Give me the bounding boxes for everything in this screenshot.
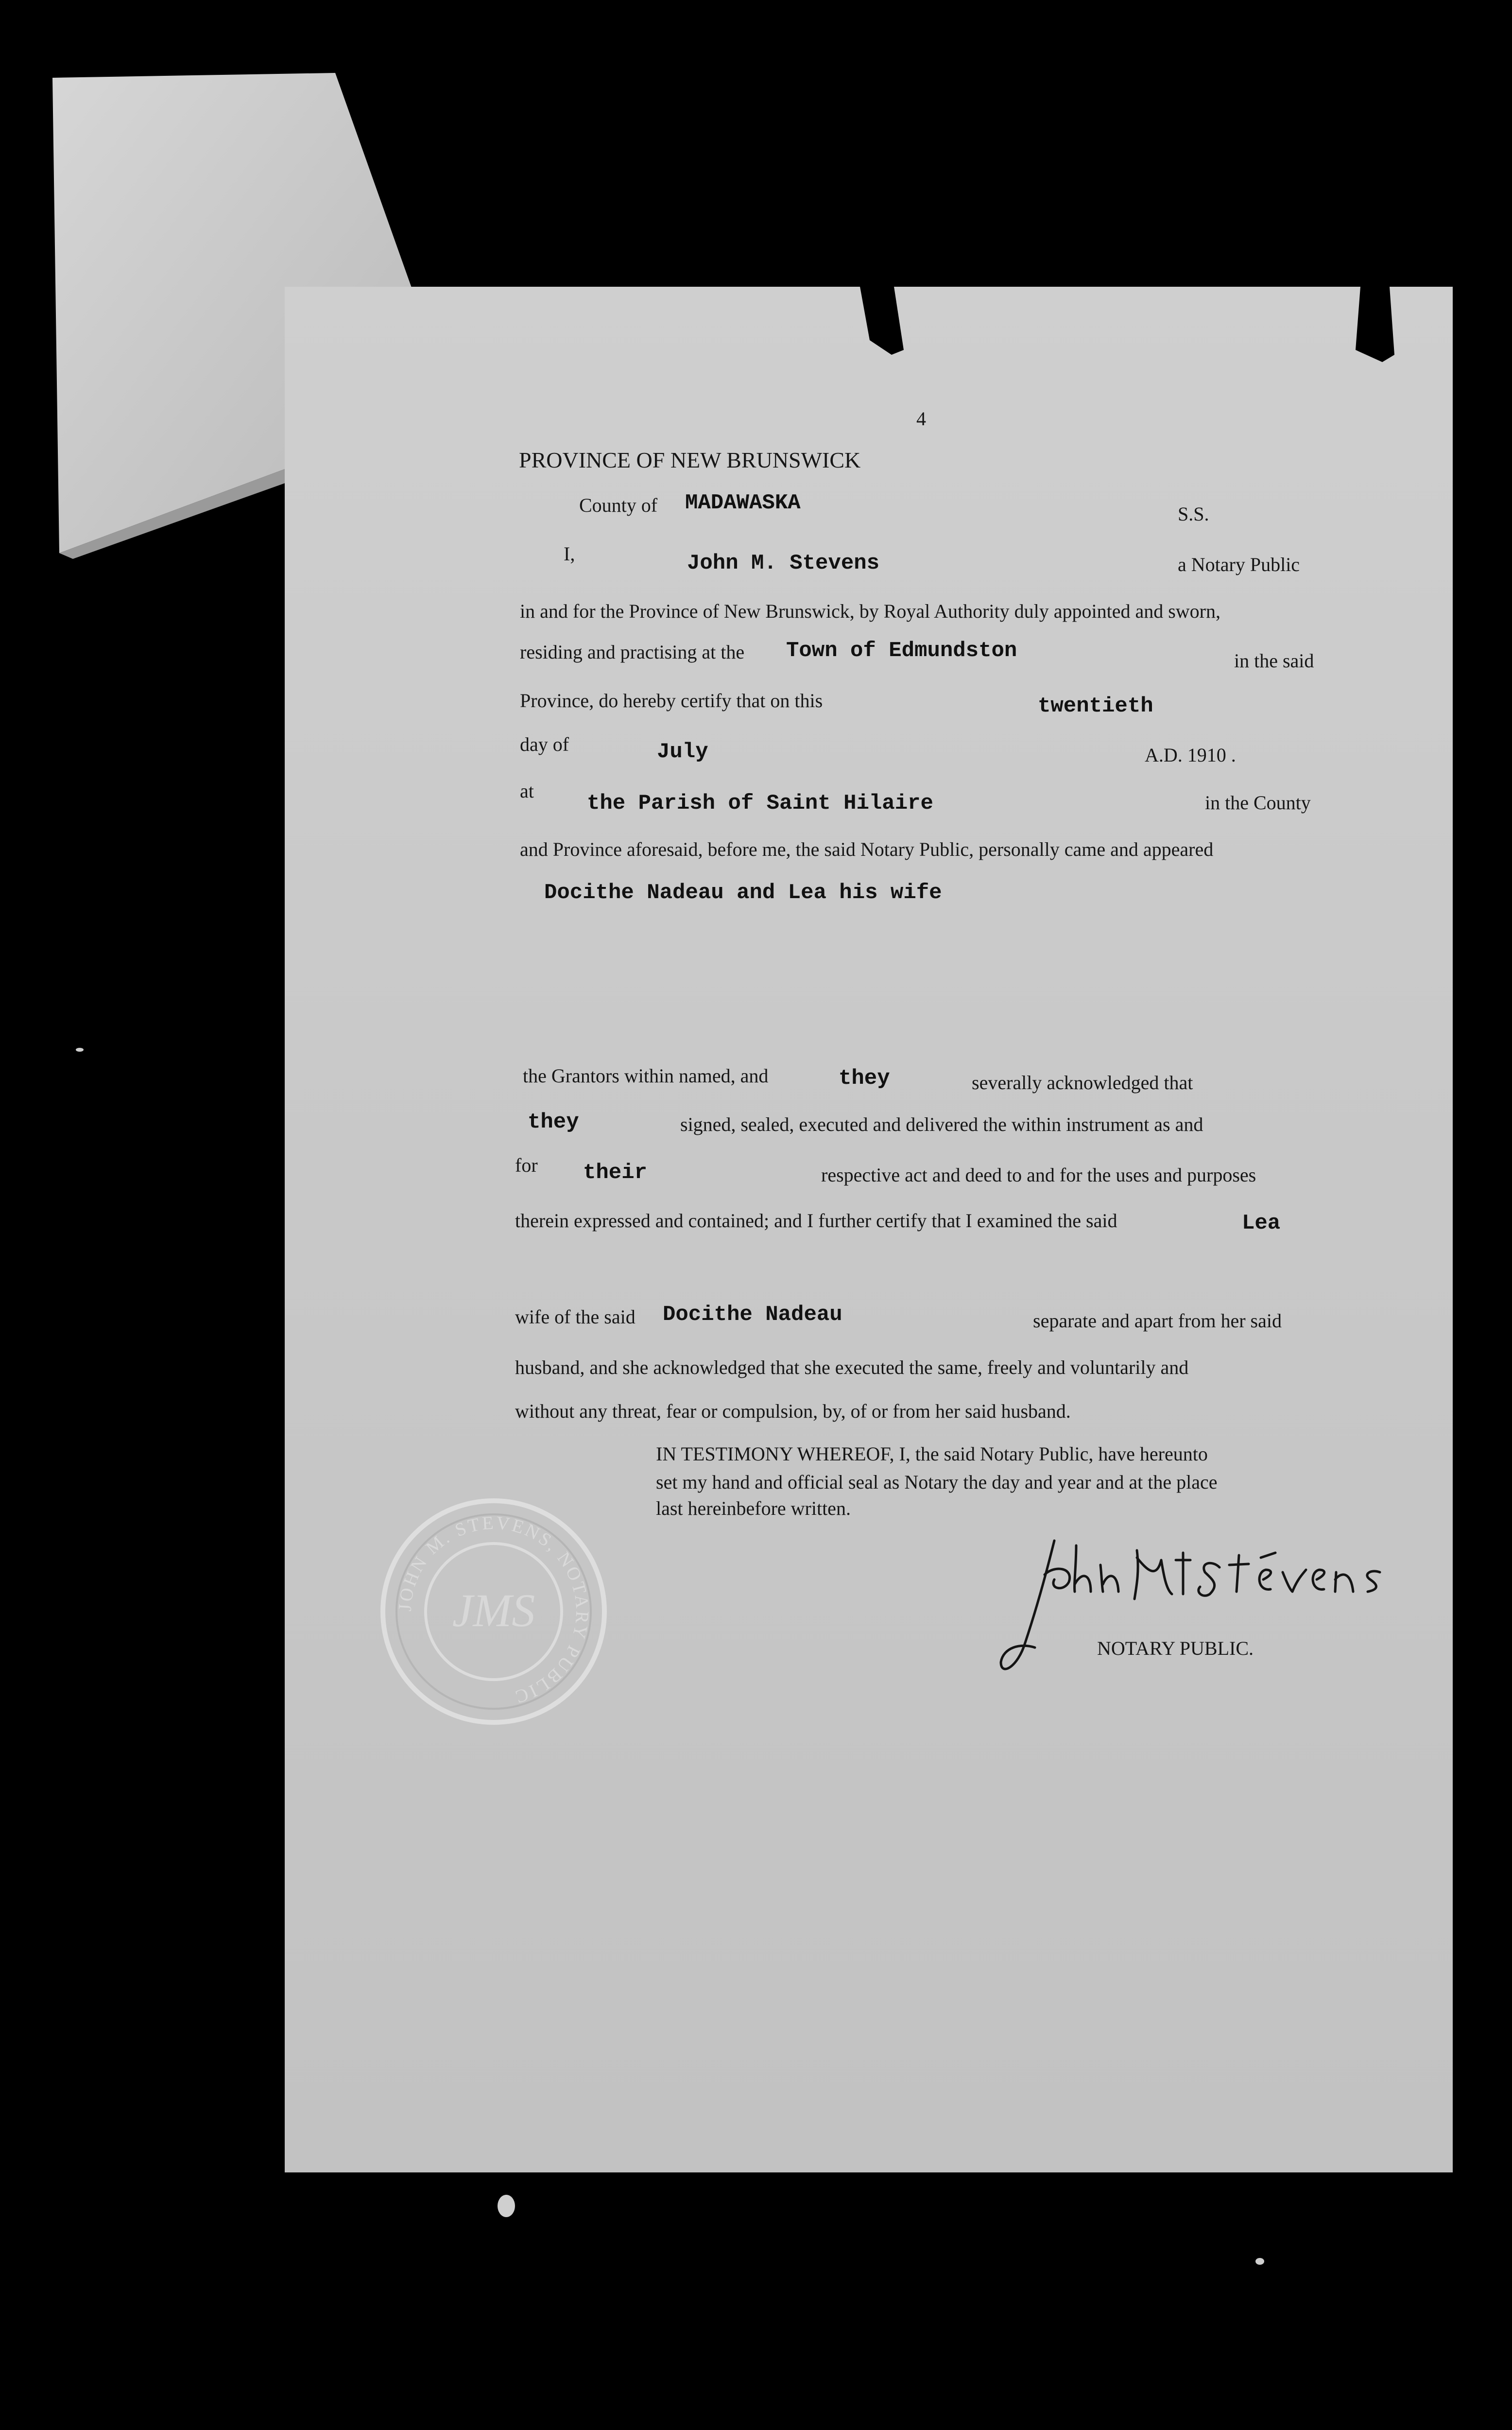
testimony-line-3: last hereinbefore written. <box>656 1497 851 1519</box>
residence-value: Town of Edmundston <box>786 639 1017 663</box>
notary-signature <box>991 1531 1394 1686</box>
without-line: without any threat, fear or compulsion, by, of or from her said husband. <box>515 1400 1071 1422</box>
i-label: I, <box>564 543 575 565</box>
notary-title: a Notary Public <box>1178 554 1300 575</box>
grantors-within: the Grantors within named, and <box>523 1065 769 1087</box>
border-speck <box>498 2195 515 2217</box>
grantors-names: Docithe Nadeau and Lea his wife <box>544 881 942 905</box>
for-label: for <box>515 1154 538 1176</box>
husband-name: Docithe Nadeau <box>663 1302 842 1327</box>
province-heading: PROVINCE OF NEW BRUNSWICK <box>519 448 861 472</box>
notary-name: John M. Stevens <box>687 551 880 575</box>
county-label: County of <box>579 494 658 516</box>
wife-name: Lea <box>1242 1211 1281 1235</box>
notary-footer: NOTARY PUBLIC. <box>1097 1637 1254 1659</box>
in-the-said: in the said <box>1234 650 1314 672</box>
they-2: they <box>528 1110 579 1134</box>
appeared-line: and Province aforesaid, before me, the said Notary Public, personally came and appeared <box>520 838 1214 860</box>
border-speck <box>76 1048 84 1052</box>
their: their <box>583 1161 648 1185</box>
province-certify: Province, do hereby certify that on this <box>520 690 823 712</box>
notary-seal <box>377 1495 610 1728</box>
severally: severally acknowledged that <box>972 1072 1193 1094</box>
authority-line: in and for the Province of New Brunswick, by Royal Authority duly appointed and sworn, <box>520 600 1220 622</box>
wife-of: wife of the said <box>515 1306 636 1328</box>
day-of-label: day of <box>520 733 569 755</box>
husband-line: husband, and she acknowledged that she executed the same, freely and voluntarily and <box>515 1356 1189 1378</box>
separate: separate and apart from her said <box>1033 1310 1282 1332</box>
county-value: MADAWASKA <box>685 491 801 515</box>
therein-line: therein expressed and contained; and I further certify that I examined the said <box>515 1210 1117 1232</box>
in-the-county: in the County <box>1205 792 1311 814</box>
month-value: July <box>657 740 708 764</box>
ad-year: A.D. 1910 . <box>1145 744 1236 766</box>
at-label: at <box>520 780 534 802</box>
respective: respective act and deed to and for the uses and purposes <box>821 1164 1256 1186</box>
page-number: 4 <box>916 408 926 430</box>
seal-monogram: JMS <box>452 1584 535 1636</box>
ss-label: S.S. <box>1178 503 1209 525</box>
place-value: the Parish of Saint Hilaire <box>587 791 933 816</box>
day-ordinal: twentieth <box>1038 694 1153 718</box>
testimony-line-1: IN TESTIMONY WHEREOF, I, the said Notary Public, have hereunto <box>656 1443 1208 1465</box>
they-1: they <box>839 1066 890 1091</box>
residing-label: residing and practising at the <box>520 641 745 663</box>
testimony-line-2: set my hand and official seal as Notary the day and year and at the place <box>656 1471 1218 1493</box>
signed-line: signed, sealed, executed and delivered the within instrument as and <box>680 1113 1203 1135</box>
border-speck <box>1255 2258 1264 2265</box>
seal-text: JOHN M. STEVENS, NOTARY PUBLIC <box>395 1512 593 1708</box>
